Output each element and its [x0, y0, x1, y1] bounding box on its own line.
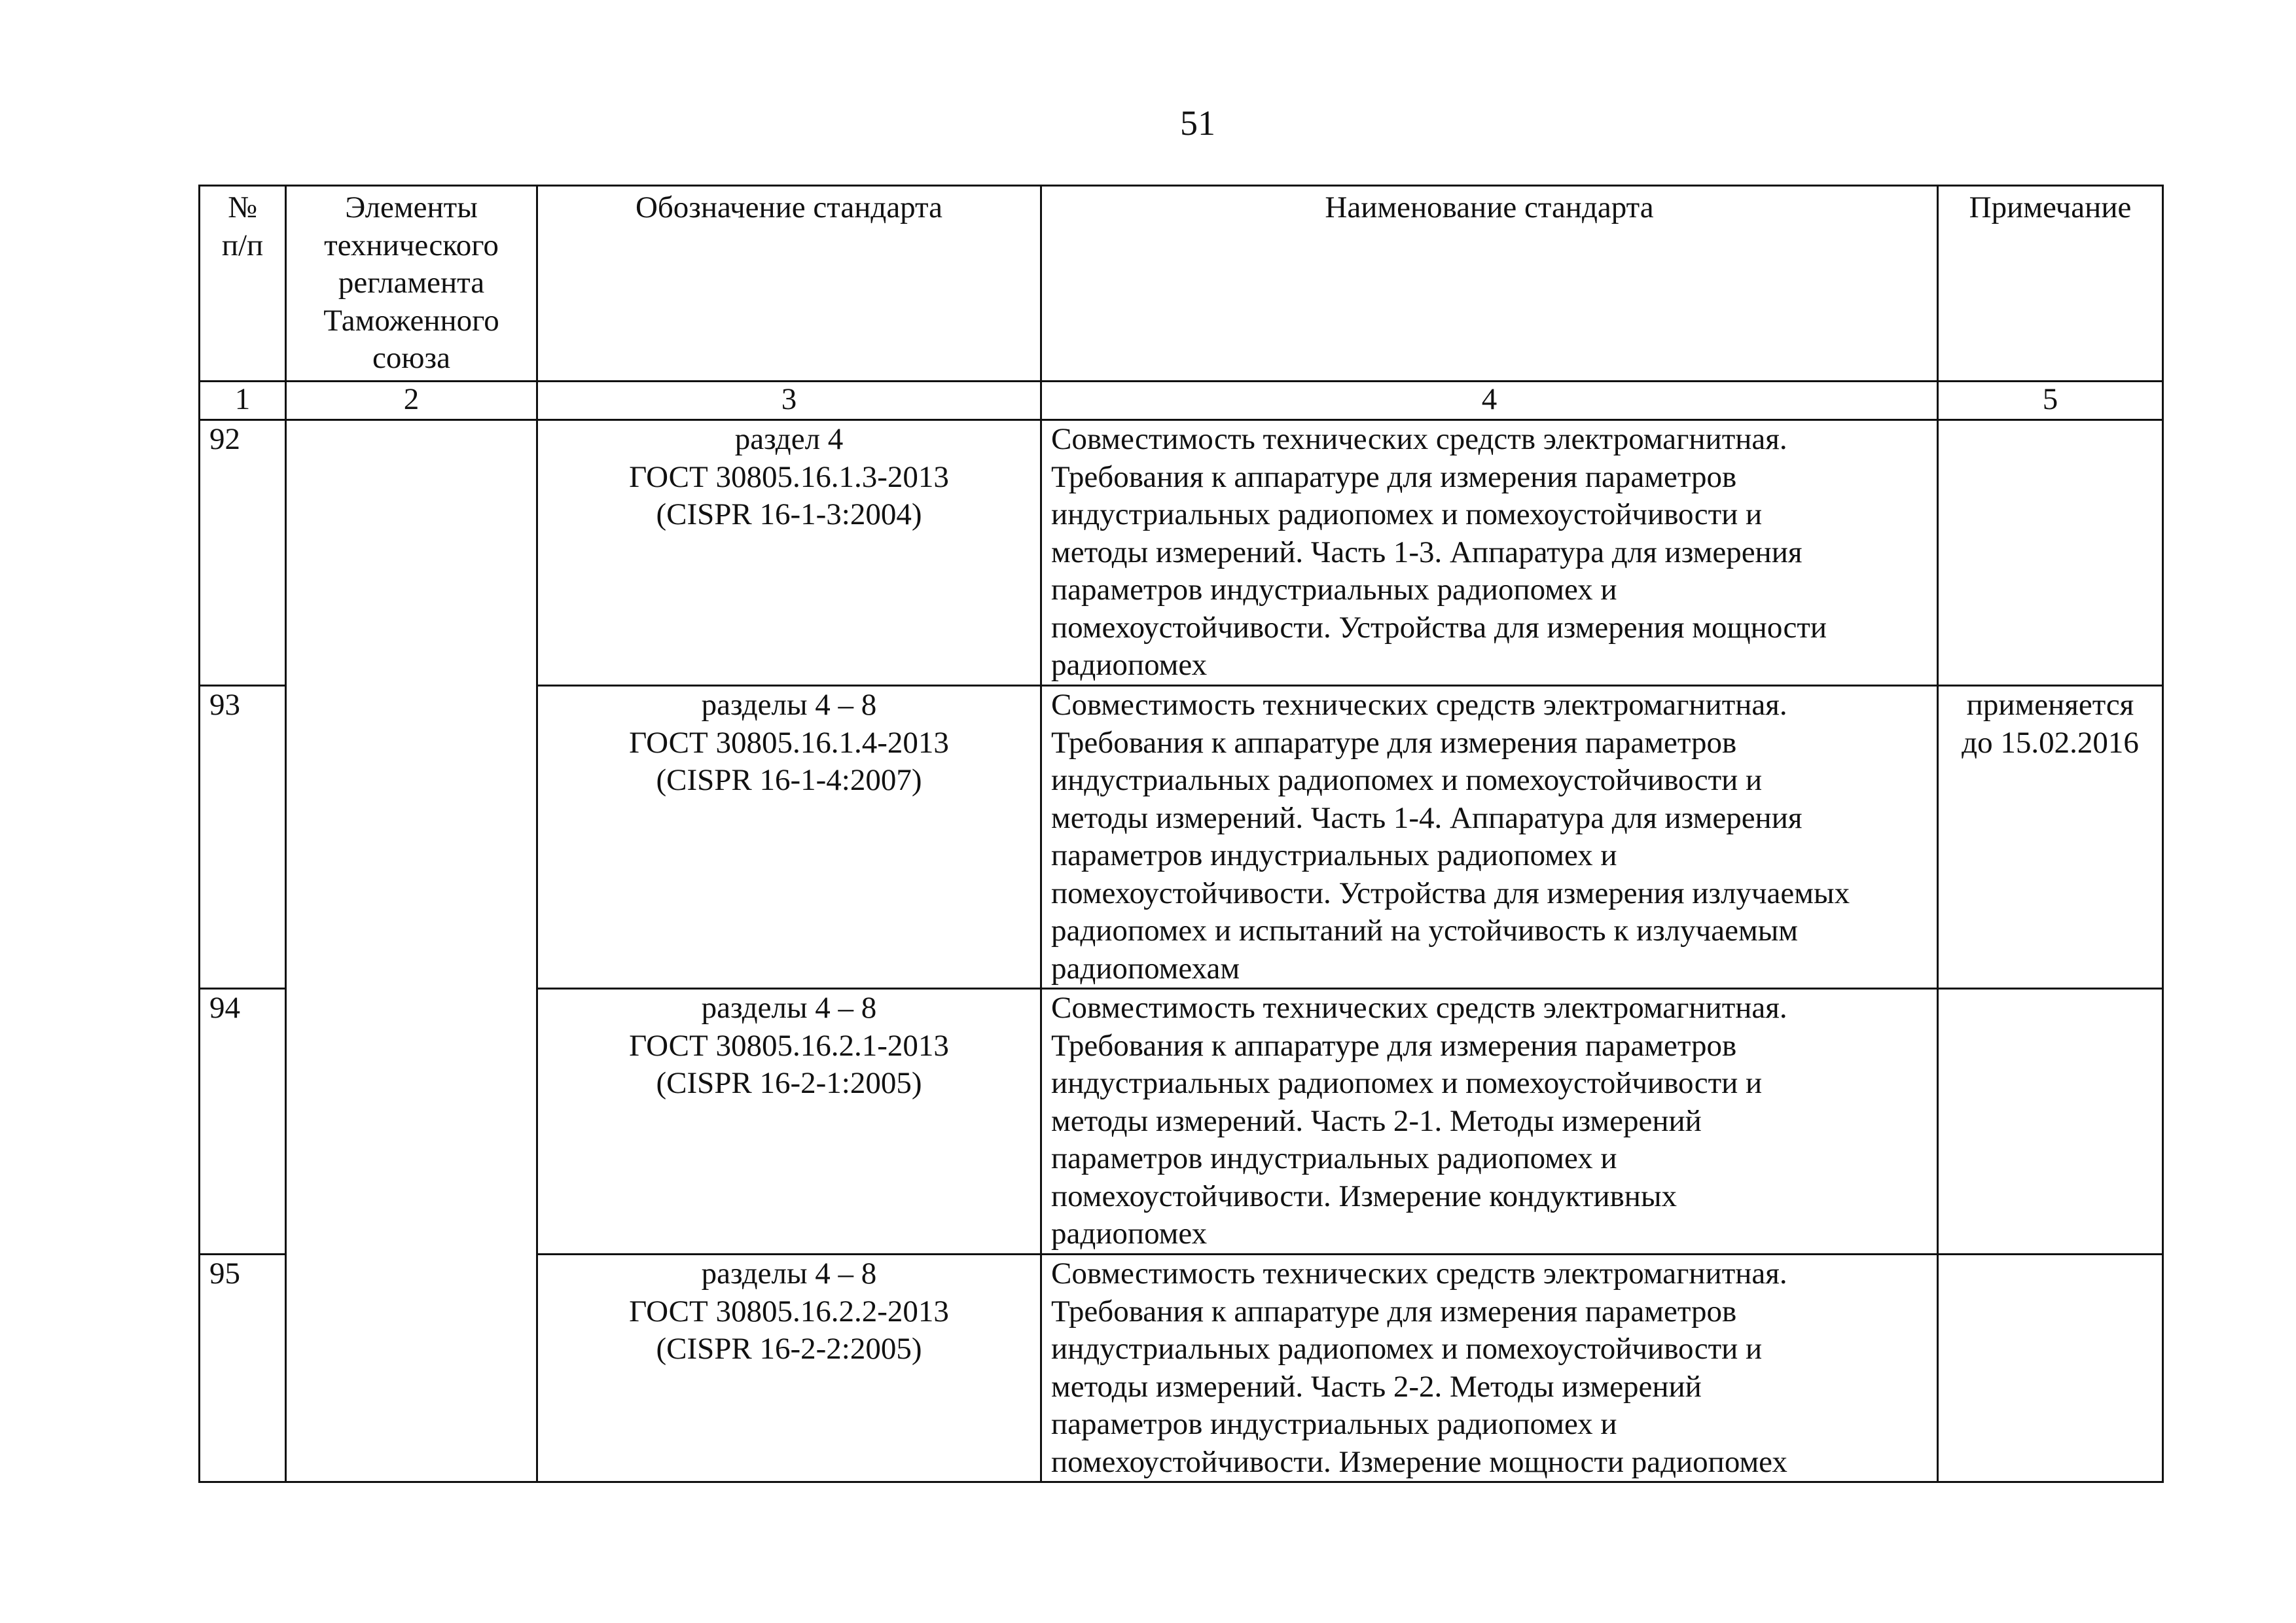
- row-number: 94: [200, 989, 286, 1255]
- designation-line: (CISPR 16-1-4:2007): [656, 763, 922, 797]
- note-cell: [1938, 686, 2163, 989]
- note-cell: [1938, 989, 2163, 1255]
- name-line: Требования к аппаратуре для измерения параметров: [1051, 1028, 1737, 1063]
- note-line: до 15.02.2016: [1962, 725, 2139, 760]
- table-header-row: [200, 186, 2163, 382]
- name-line: Совместимость технических средств электромагнитная.: [1051, 991, 1787, 1025]
- name-line: радиопомех: [1051, 648, 1208, 682]
- header-elements-line: регламента: [338, 266, 485, 300]
- name-line: индустриальных радиопомех и помехоустойчивости и: [1051, 1066, 1763, 1100]
- name-line: помехоустойчивости. Устройства для измерения излучаемых: [1051, 876, 1850, 910]
- designation-cell: [537, 1255, 1041, 1482]
- name-line: радиопомех: [1051, 1217, 1208, 1251]
- name-line: Требования к аппаратуре для измерения параметров: [1051, 1294, 1737, 1329]
- designation-line: раздел 4: [734, 422, 844, 456]
- designation-line: ГОСТ 30805.16.2.1-2013: [629, 1028, 949, 1063]
- elements-cell: [286, 420, 537, 1482]
- name-line: радиопомех и испытаний на устойчивость к излучаемым: [1051, 914, 1799, 948]
- name-cell: [1041, 686, 1938, 989]
- header-elements-line: Таможенного: [323, 303, 499, 338]
- designation-line: ГОСТ 30805.16.2.2-2013: [629, 1294, 949, 1329]
- designation-line: (CISPR 16-2-2:2005): [656, 1332, 922, 1366]
- name-line: Требования к аппаратуре для измерения параметров: [1051, 459, 1737, 494]
- name-line: Требования к аппаратуре для измерения параметров: [1051, 725, 1737, 760]
- name-line: Совместимость технических средств электромагнитная.: [1051, 422, 1787, 456]
- name-line: индустриальных радиопомех и помехоустойчивости и: [1051, 1332, 1763, 1366]
- designation-line: (CISPR 16-1-3:2004): [656, 497, 922, 531]
- designation-line: разделы 4 – 8: [701, 991, 877, 1025]
- name-line: параметров индустриальных радиопомех и: [1051, 838, 1617, 872]
- row-number: 92: [200, 420, 286, 686]
- name-line: параметров индустриальных радиопомех и: [1051, 573, 1617, 607]
- designation-cell: [537, 686, 1041, 989]
- designation-line: ГОСТ 30805.16.1.3-2013: [629, 459, 949, 494]
- header-num: [200, 186, 286, 382]
- name-line: индустриальных радиопомех и помехоустойчивости и: [1051, 763, 1763, 797]
- name-cell: [1041, 1255, 1938, 1482]
- designation-line: ГОСТ 30805.16.1.4-2013: [629, 725, 949, 760]
- column-number-row: [200, 382, 2163, 420]
- row-number: 95: [200, 1255, 286, 1482]
- name-line: методы измерений. Часть 1-4. Аппаратура для измерения: [1051, 800, 1803, 835]
- name-line: индустриальных радиопомех и помехоустойчивости и: [1051, 497, 1763, 531]
- column-number: 2: [286, 382, 537, 420]
- designation-line: разделы 4 – 8: [701, 1257, 877, 1291]
- note-cell: [1938, 420, 2163, 686]
- header-num-line: №: [228, 190, 257, 224]
- header-num-line: п/п: [221, 228, 264, 262]
- name-line: параметров индустриальных радиопомех и: [1051, 1141, 1617, 1175]
- name-line: Совместимость технических средств электромагнитная.: [1051, 688, 1787, 722]
- page-number: 51: [1180, 103, 1215, 143]
- name-line: методы измерений. Часть 2-1. Методы измерений: [1051, 1103, 1702, 1138]
- header-elements-line: Элементы: [345, 190, 478, 224]
- header-elements-line: союза: [372, 341, 450, 375]
- designation-cell: [537, 989, 1041, 1255]
- note-line: применяется: [1966, 688, 2134, 722]
- name-cell: [1041, 420, 1938, 686]
- name-line: Совместимость технических средств электромагнитная.: [1051, 1257, 1787, 1291]
- header-elements-line: технического: [324, 228, 499, 262]
- name-line: методы измерений. Часть 1-3. Аппаратура для измерения: [1051, 535, 1803, 569]
- note-cell: [1938, 1255, 2163, 1482]
- standards-table: [198, 185, 2164, 1483]
- designation-line: разделы 4 – 8: [701, 688, 877, 722]
- column-number: 4: [1041, 382, 1938, 420]
- table-row: [200, 420, 2163, 686]
- column-number: 5: [1938, 382, 2163, 420]
- name-cell: [1041, 989, 1938, 1255]
- name-line: параметров индустриальных радиопомех и: [1051, 1407, 1617, 1441]
- column-number: 1: [200, 382, 286, 420]
- column-number: 3: [537, 382, 1041, 420]
- name-line: помехоустойчивости. Измерение мощности радиопомех: [1051, 1444, 1787, 1479]
- header-elements: [286, 186, 537, 382]
- header-name: Наименование стандарта: [1041, 186, 1938, 382]
- name-line: помехоустойчивости. Устройства для измерения мощности: [1051, 610, 1827, 645]
- name-line: радиопомехам: [1051, 951, 1240, 986]
- designation-cell: [537, 420, 1041, 686]
- name-line: методы измерений. Часть 2-2. Методы измерений: [1051, 1369, 1702, 1404]
- row-number: 93: [200, 686, 286, 989]
- header-note: Примечание: [1938, 186, 2163, 382]
- designation-line: (CISPR 16-2-1:2005): [656, 1066, 922, 1100]
- name-line: помехоустойчивости. Измерение кондуктивных: [1051, 1179, 1677, 1213]
- header-designation: Обозначение стандарта: [537, 186, 1041, 382]
